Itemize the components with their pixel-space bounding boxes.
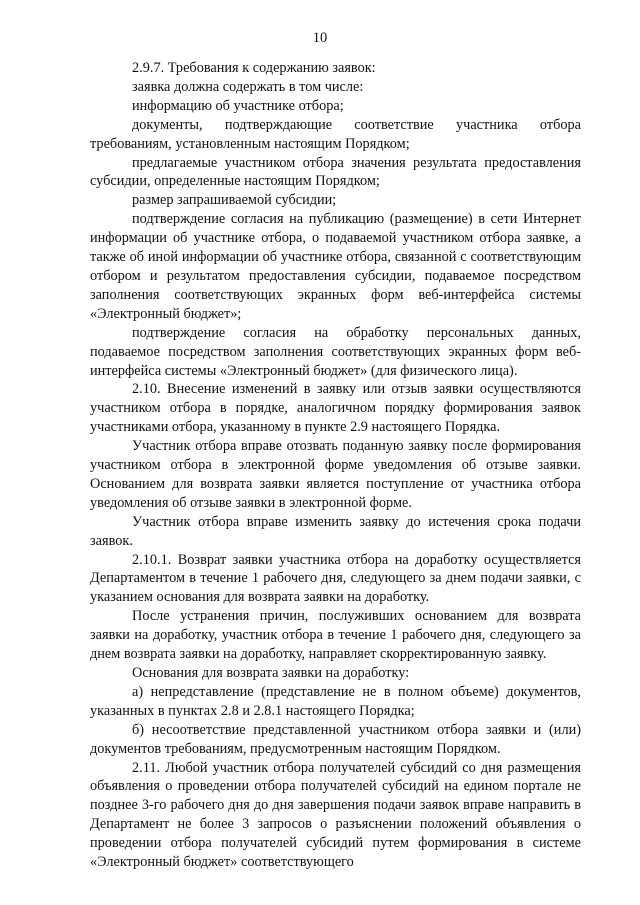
paragraph-application-contents: заявка должна содержать в том числе: xyxy=(132,78,364,95)
paragraph-2-10-1-return: 2.10.1. Возврат заявки участника отбора на доработку осуществляется Департаментом в течение 1 рабочего дня, следующего за днем подачи заявки, с указанием основания для возврата заявки на доработку. xyxy=(90,551,581,606)
paragraph-withdrawal: Участник отбора вправе отозвать поданную заявку после формирования участником отбора в электронной форме уведомления об отзыве заявки. Основанием для возврата заявки является поступление от участника отбора уведомления об отзыве заявки в электронной форме. xyxy=(90,438,581,511)
paragraph-documents: документы, подтверждающие соответствие участника отбора требованиям, установленным настоящим Порядком; xyxy=(90,116,581,152)
paragraph-resubmission: После устранения причин, послуживших основанием для возврата заявки на доработку, участник отбора в течение 1 рабочего дня, следующего за днем возврата заявки на доработку, направляет скорректированную заявку. xyxy=(90,608,581,663)
paragraph-ground-a: а) непредставление (представление не в полном объеме) документов, указанных в пунктах 2.8 и 2.8.1 настоящего Порядка; xyxy=(90,683,581,719)
paragraph-participant-info: информацию об участнике отбора; xyxy=(132,97,344,114)
paragraph-2-11-clarification: 2.11. Любой участник отбора получателей субсидий со дня размещения объявления о проведении отбора получателей субсидий на едином портале не позднее 3-го рабочего дня до дня завершения подачи заявок вправе направить в Департамент не более 3 запросов о разъяснении положений объявления о проведении отбора получателей субсидий путем формирования в системе «Электронный бюджет» соответствующего xyxy=(90,759,581,871)
document-body xyxy=(90,59,581,872)
paragraph-return-grounds: Основания для возврата заявки на доработку: xyxy=(132,665,410,681)
page-number: 10 xyxy=(312,30,328,46)
paragraph-2-10-changes: 2.10. Внесение изменений в заявку или отзыв заявки осуществляются участником отбора в порядке, аналогичном порядку формирования заявок участниками отбора, указанному в пункте 2.9 настоящего Порядка. xyxy=(90,381,581,436)
paragraph-ground-b: б) несоответствие представленной участником отбора заявки и (или) документов требованиям, предусмотренным настоящим Порядком. xyxy=(90,721,581,757)
paragraph-result-values: предлагаемые участником отбора значения результата предоставления субсидии, определенные настоящим Порядком; xyxy=(90,154,581,190)
paragraph-personal-data-consent: подтверждение согласия на обработку персональных данных, подаваемое посредством заполнения соответствующих экранных форм веб-интерфейса системы «Электронный бюджет» (для физического лица). xyxy=(90,324,581,379)
paragraph-publication-consent: подтверждение согласия на публикацию (размещение) в сети Интернет информации об участнике отбора, о подаваемой участником отбора заявке, а также об иной информации об участнике отбора, связанной с соответствующим отбором и результатом предоставления субсидии, подаваемое посредством заполнения соответствующих экранных форм веб-интерфейса системы «Электронный бюджет»; xyxy=(90,211,581,322)
paragraph-2-9-7-heading: 2.9.7. Требования к содержанию заявок: xyxy=(132,60,376,76)
paragraph-subsidy-amount: размер запрашиваемой субсидии; xyxy=(132,192,337,209)
paragraph-modification: Участник отбора вправе изменить заявку до истечения срока подачи заявок. xyxy=(90,513,581,549)
